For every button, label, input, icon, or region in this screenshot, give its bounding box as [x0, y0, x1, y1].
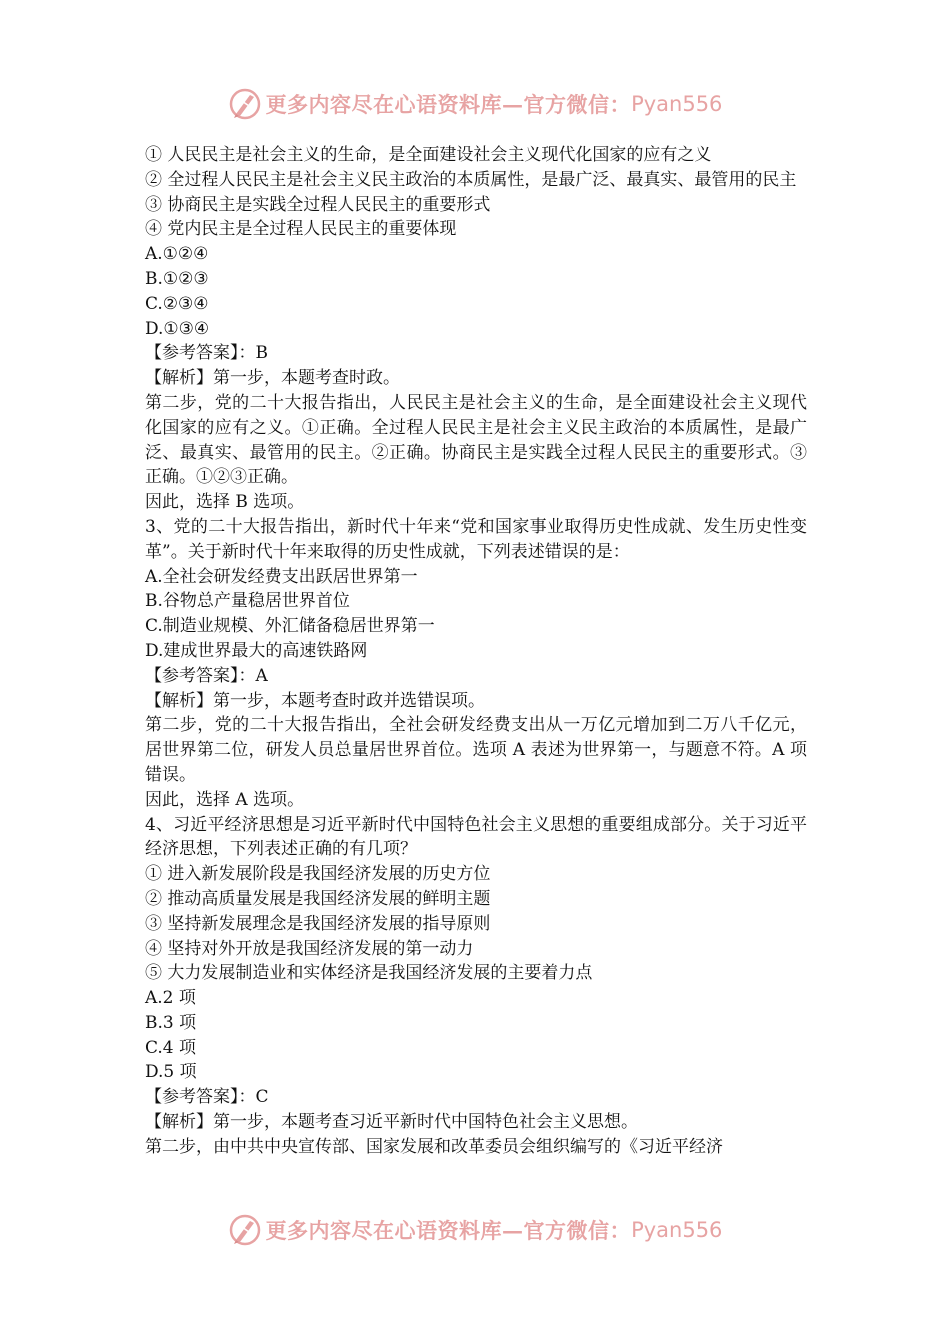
- header-wechat-id: Pyan556: [631, 92, 723, 116]
- conclusion-line: 因此，选择 A 选项。: [145, 789, 305, 810]
- text-line: ③ 协商民主是实践全过程人民民主的重要形式: [145, 194, 491, 215]
- answer-line: 【参考答案】：C: [145, 1087, 269, 1108]
- footer-banner-text: 更多内容尽在心语资料库—官方微信：: [265, 1218, 632, 1243]
- header-banner-text: 更多内容尽在心语资料库—官方微信：: [265, 92, 632, 117]
- text-line: ② 全过程人民民主是社会主义民主政治的本质属性，是最广泛、最真实、最管用的民主: [145, 169, 797, 190]
- page-header: [0, 82, 950, 126]
- option-line: A.全社会研发经费支出跃居世界第一: [145, 566, 418, 587]
- option-line: C.②③④: [145, 293, 209, 314]
- answer-line: 【参考答案】：B: [145, 343, 268, 364]
- option-line: C.制造业规模、外汇储备稳居世界第一: [145, 616, 435, 637]
- option-line: B.3 项: [145, 1012, 197, 1033]
- text-line: ① 人民民主是社会主义的生命，是全面建设社会主义现代化国家的应有之义: [145, 145, 712, 165]
- analysis-line: 【解析】第一步，本题考查习近平新时代中国特色社会主义思想。: [145, 1112, 638, 1133]
- answer-line: 【参考答案】：A: [145, 665, 268, 686]
- analysis-paragraph: 第二步，由中共中央宣传部、国家发展和改革委员会组织编写的《习近平经济: [145, 1136, 723, 1157]
- text-line: ④ 坚持对外开放是我国经济发展的第一动力: [145, 938, 474, 959]
- document-body: [145, 143, 807, 1160]
- header-banner: [228, 87, 723, 121]
- option-line: B.①②③: [145, 268, 209, 289]
- text-line: ② 推动高质量发展是我国经济发展的鲜明主题: [145, 888, 491, 909]
- analysis-line: 【解析】第一步，本题考查时政并选错误项。: [145, 690, 485, 711]
- option-line: C.4 项: [145, 1037, 197, 1058]
- option-line: B.谷物总产量稳居世界首位: [145, 591, 350, 612]
- question-paragraph: 3、党的二十大报告指出，新时代十年来“党和国家事业取得历史性成就、发生历史性变革”。关于新时代十年来取得的历史性成就，下列表述错误的是：: [145, 516, 807, 562]
- pen-quill-icon: [228, 1213, 262, 1247]
- page-footer: [0, 1208, 950, 1252]
- text-line: ⑤ 大力发展制造业和实体经济是我国经济发展的主要着力点: [145, 963, 593, 984]
- option-line: D.建成世界最大的高速铁路网: [145, 640, 368, 661]
- footer-banner: [228, 1213, 723, 1247]
- conclusion-line: 因此，选择 B 选项。: [145, 492, 305, 513]
- option-line: D.5 项: [145, 1062, 197, 1083]
- text-line: ④ 党内民主是全过程人民民主的重要体现: [145, 219, 457, 240]
- option-line: D.①③④: [145, 318, 210, 339]
- analysis-paragraph: 第二步，党的二十大报告指出，人民民主是社会主义的生命，是全面建设社会主义现代化国家的应有之义。①正确。全过程人民民主是社会主义民主政治的本质属性，是最广泛、最真实、最管用的民主。②正确。协商民主是实践全过程人民民主的重要形式。③正确。①②③正确。: [145, 392, 807, 488]
- question-paragraph: 4、习近平经济思想是习近平新时代中国特色社会主义思想的重要组成部分。关于习近平经济思想，下列表述正确的有几项？: [145, 814, 807, 860]
- pen-quill-icon: [228, 87, 262, 121]
- option-line: A.2 项: [145, 988, 196, 1009]
- option-line: A.①②④: [145, 244, 209, 265]
- analysis-paragraph: 第二步，党的二十大报告指出，全社会研发经费支出从一万亿元增加到二万八千亿元，居世界第二位，研发人员总量居世界首位。选项 A 表述为世界第一，与题意不符。A 项错误。: [145, 715, 807, 785]
- footer-wechat-id: Pyan556: [631, 1218, 723, 1242]
- text-line: ③ 坚持新发展理念是我国经济发展的指导原则: [145, 913, 491, 934]
- text-line: ① 进入新发展阶段是我国经济发展的历史方位: [145, 864, 491, 885]
- analysis-line: 【解析】第一步，本题考查时政。: [145, 368, 400, 389]
